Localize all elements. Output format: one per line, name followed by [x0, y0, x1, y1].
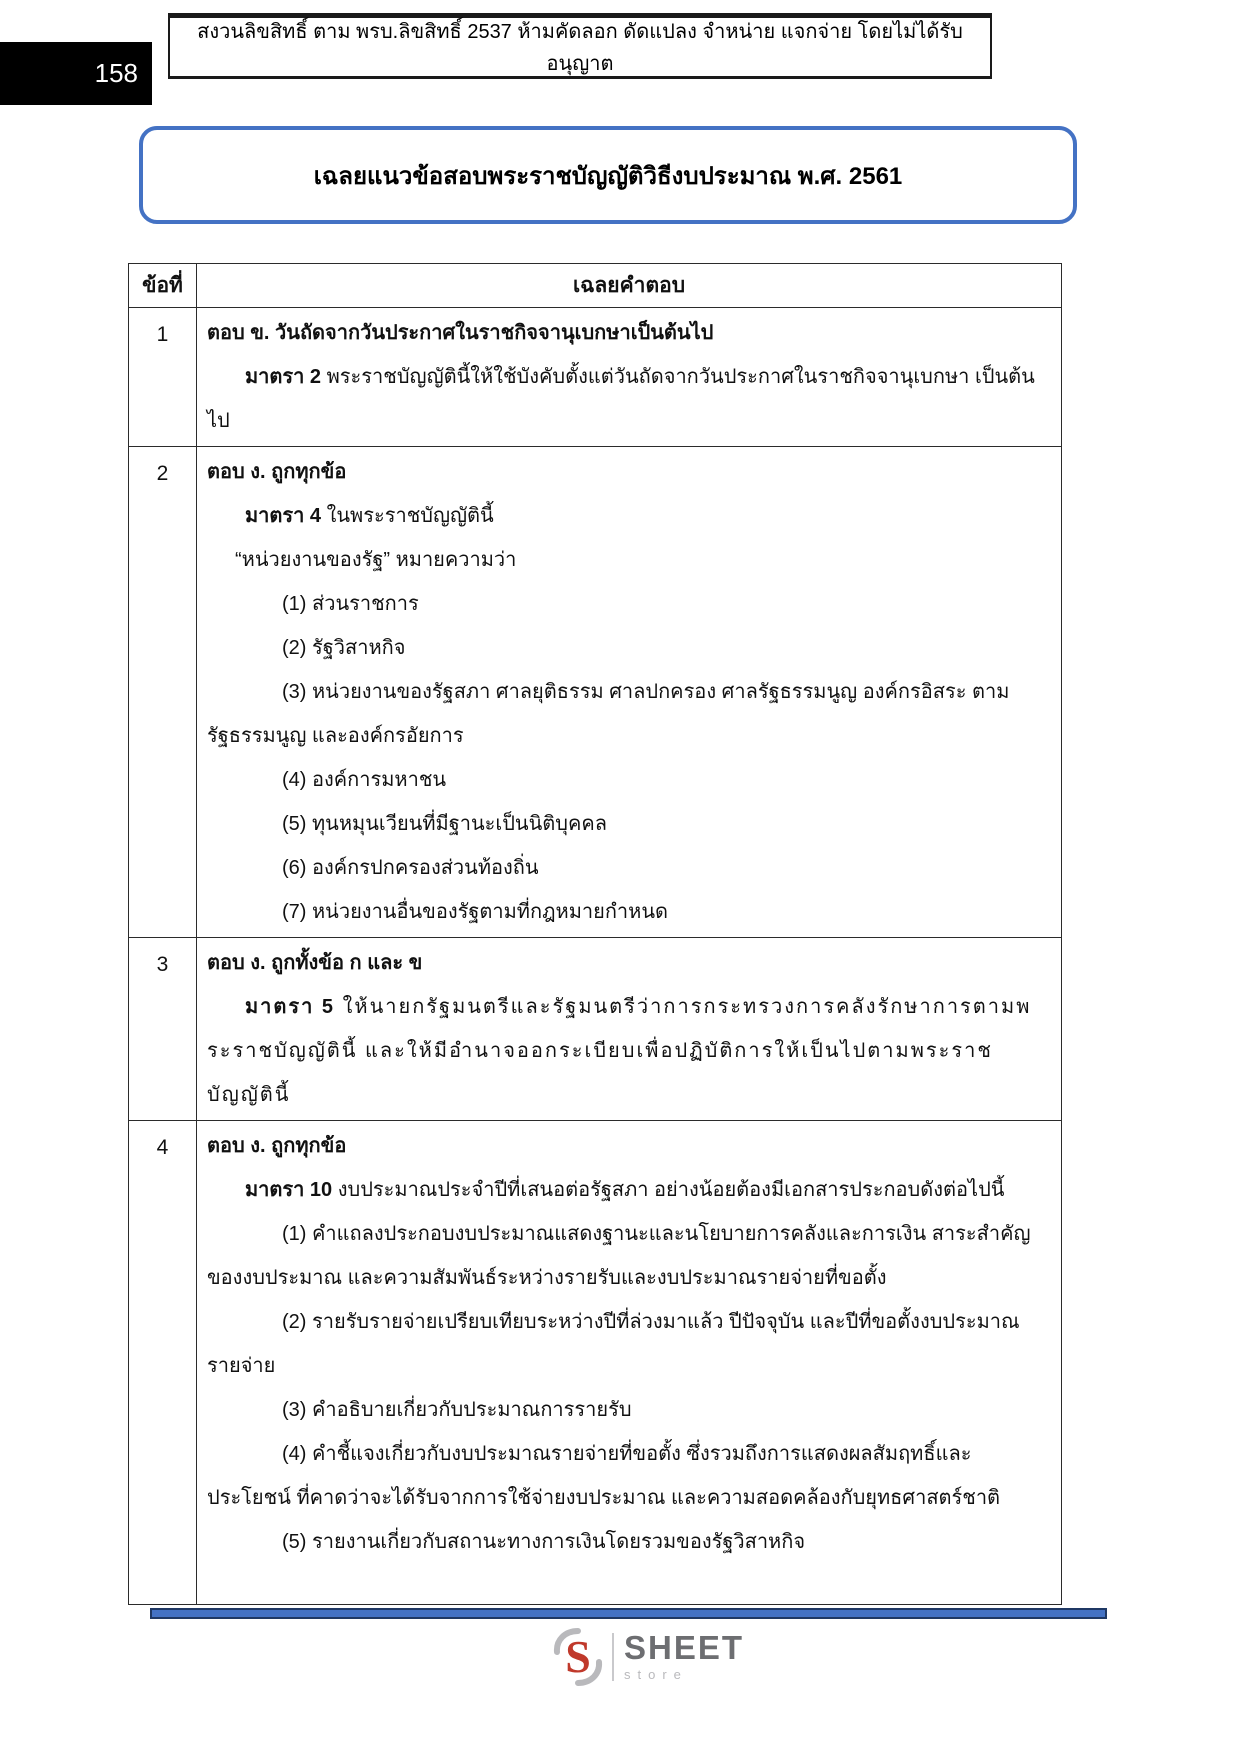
- answer-line: ตอบ ง. ถูกทั้งข้อ ก และ ข: [207, 952, 423, 974]
- question-number: 2: [129, 447, 197, 938]
- page-number: 158: [94, 58, 138, 88]
- section-line: มาตรา 4 ในพระราชบัญญัตินี้: [245, 505, 494, 527]
- answer-cell: [197, 447, 1062, 938]
- answers-table-body: [129, 308, 1062, 1605]
- table-row: [129, 938, 1062, 1121]
- detail-line: (7) หน่วยงานอื่นของรัฐตามที่กฎหมายกำหนด: [282, 901, 669, 923]
- copyright-banner: [168, 13, 992, 79]
- answer-line: ตอบ ง. ถูกทุกข้อ: [207, 461, 347, 483]
- table-row: [129, 447, 1062, 938]
- detail-line: (4) องค์การมหาชน: [282, 769, 447, 791]
- detail-line: (2) รายรับรายจ่ายเปรียบเทียบระหว่างปีที่ล่วงมาแล้ว ปีปัจจุบัน และปีที่ขอตั้งงบประมาณรายจ่าย: [207, 1311, 1020, 1377]
- column-header-answer: เฉลยคำตอบ: [197, 264, 1062, 308]
- question-number: 1: [129, 308, 197, 447]
- detail-line: (3) หน่วยงานของรัฐสภา ศาลยุติธรรม ศาลปกครอง ศาลรัฐธรรมนูญ องค์กรอิสระ ตามรัฐธรรมนูญ และองค์กรอัยการ: [207, 681, 1010, 747]
- answer-cell: [197, 308, 1062, 447]
- copyright-text: สงวนลิขสิทธิ์ ตาม พรบ.ลิขสิทธิ์ 2537 ห้ามคัดลอก ดัดแปลง จำหน่าย แจกจ่าย โดยไม่ได้รับอนุญาต: [197, 21, 963, 75]
- footer-divider-bar: [150, 1608, 1107, 1619]
- brand-name: SHEET: [624, 1629, 745, 1666]
- detail-line: (1) ส่วนราชการ: [282, 593, 419, 615]
- section-line: มาตรา 10 งบประมาณประจำปีที่เสนอต่อรัฐสภา อย่างน้อยต้องมีเอกสารประกอบดังต่อไปนี้: [245, 1179, 1005, 1201]
- brand-subtitle: store: [624, 1667, 688, 1682]
- answer-cell: [197, 1121, 1062, 1605]
- detail-line: (6) องค์กรปกครองส่วนท้องถิ่น: [282, 857, 539, 879]
- table-row: [129, 1121, 1062, 1605]
- answer-line: ตอบ ข. วันถัดจากวันประกาศในราชกิจจานุเบกษาเป็นต้นไป: [207, 322, 714, 344]
- page-title: เฉลยแนวข้อสอบพระราชบัญญัติวิธีงบประมาณ พ.ศ. 2561: [313, 162, 903, 190]
- detail-line: (4) คำชี้แจงเกี่ยวกับงบประมาณรายจ่ายที่ขอตั้ง ซึ่งรวมถึงการแสดงผลสัมฤทธิ์และประโยชน์ ที่คาดว่าจะได้รับจากการใช้จ่ายงบประมาณ และความสอดคล้องกับยุทธศาสตร์ชาติ: [207, 1443, 1001, 1509]
- answers-table: [128, 263, 1062, 1605]
- detail-line: (5) รายงานเกี่ยวกับสถานะทางการเงินโดยรวมของรัฐวิสาหกิจ: [282, 1531, 806, 1553]
- svg-text:S: S: [565, 1631, 591, 1682]
- brand-logo: [552, 1628, 744, 1686]
- answer-cell: [197, 938, 1062, 1121]
- detail-line: (3) คำอธิบายเกี่ยวกับประมาณการรายรับ: [282, 1399, 632, 1421]
- detail-line: “หน่วยงานของรัฐ” หมายความว่า: [235, 549, 517, 571]
- section-line: มาตรา 2 พระราชบัญญัตินี้ให้ใช้บังคับตั้งแต่วันถัดจากวันประกาศในราชกิจจานุเบกษา เป็นต้นไป: [207, 366, 1035, 432]
- question-number: 4: [129, 1121, 197, 1605]
- detail-line: (1) คำแถลงประกอบงบประมาณแสดงฐานะและนโยบายการคลังและการเงิน สาระสำคัญของงบประมาณ และความสัมพันธ์ระหว่างรายรับและงบประมาณรายจ่ายที่ขอตั้ง: [207, 1223, 1031, 1289]
- table-row: [129, 308, 1062, 447]
- table-header-row: [129, 264, 1062, 308]
- detail-line: (5) ทุนหมุนเวียนที่มีฐานะเป็นนิติบุคคล: [282, 813, 607, 835]
- question-number: 3: [129, 938, 197, 1121]
- page-number-badge: [0, 42, 152, 105]
- detail-line: (2) รัฐวิสาหกิจ: [282, 637, 406, 659]
- section-line: มาตรา 5 ให้นายกรัฐมนตรีและรัฐมนตรีว่าการกระทรวงการคลังรักษาการตามพระราชบัญญัตินี้ และให้มีอำนาจออกระเบียบเพื่อปฏิบัติการให้เป็นไปตามพระราชบัญญัตินี้: [207, 996, 1032, 1106]
- title-box: [139, 126, 1077, 224]
- column-header-question-no: ข้อที่: [129, 264, 197, 308]
- logo-divider: [612, 1633, 614, 1681]
- sheet-store-s-icon: [552, 1628, 604, 1686]
- answer-line: ตอบ ง. ถูกทุกข้อ: [207, 1135, 347, 1157]
